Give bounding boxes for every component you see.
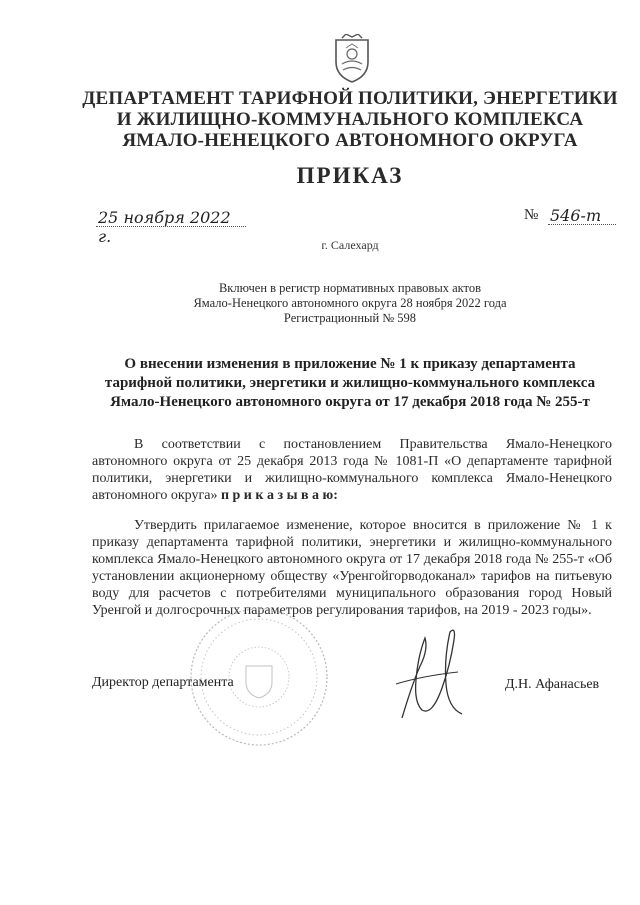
subject-line: Ямало-Ненецкого автономного округа от 17 декабря 2018 года № 255-т: [110, 394, 590, 410]
registration-line: Регистрационный № 598: [283, 311, 417, 325]
department-line: ЯМАЛО-НЕНЕЦКОГО АВТОНОМНОГО ОКРУГА: [122, 130, 578, 151]
signatory-title: Директор департамента: [92, 675, 234, 690]
handwritten-signature-icon: [392, 618, 472, 728]
order-title: ПРИКАЗ: [296, 163, 404, 188]
order-number-field: [524, 206, 616, 228]
number-underline: [548, 224, 616, 225]
city: г. Салехард: [321, 238, 379, 252]
signatory-name: Д.Н. Афанасьев: [505, 677, 600, 692]
order-number: 546-т: [550, 206, 602, 225]
preamble-text: В соответствии с постановлением Правительства Ямало-Ненецкого автономного округа от 25 декабря 2013 года № 1081-П «О департаменте тарифной политики, энергетики и жилищно-коммунального комплекса Ямало-Ненецкого автономного округа»: [92, 437, 612, 503]
preamble-paragraph: [92, 436, 612, 504]
coat-of-arms-icon: [330, 34, 374, 84]
department-line: ДЕПАРТАМЕНТ ТАРИФНОЙ ПОЛИТИКИ, ЭНЕРГЕТИКИ: [82, 88, 618, 109]
subject-line: О внесении изменения в приложение № 1 к приказу департамента: [124, 356, 576, 372]
subject-line: тарифной политики, энергетики и жилищно-коммунального комплекса: [104, 375, 596, 391]
order-body-text: Утвердить прилагаемое изменение, которое вносится в приложение № 1 к приказу департамента тарифной политики, энергетики и жилищно-коммунального комплекса Ямало-Ненецкого автономного округа от 17 декабря 2018 года № 255-т «Об установлении акционерному обществу «Уренгойгорводоканал» тарифов на питьевую воду для расчетов с потребителями муниципального образования город Новый Уренгой и долгосрочных параметров регулирования тарифов, на 2019 - 2023 годы».: [92, 518, 612, 618]
registration-line: Включен в регистр нормативных правовых актов: [218, 281, 482, 295]
order-date-field: [96, 208, 246, 246]
department-line: И ЖИЛИЩНО-КОММУНАЛЬНОГО КОМПЛЕКСА: [116, 109, 584, 130]
registration-line: Ямало-Ненецкого автономного округа 28 ноября 2022 года: [193, 296, 507, 310]
department-title: [80, 88, 620, 151]
registration-note: [80, 281, 620, 326]
date-underline: [96, 226, 246, 227]
order-subject: [70, 355, 630, 412]
order-verb: п р и к а з ы в а ю:: [220, 488, 338, 503]
number-sign: №: [524, 207, 539, 223]
order-body-paragraph: [92, 517, 612, 619]
order-date: 25 ноября 2022 г.: [98, 208, 231, 246]
